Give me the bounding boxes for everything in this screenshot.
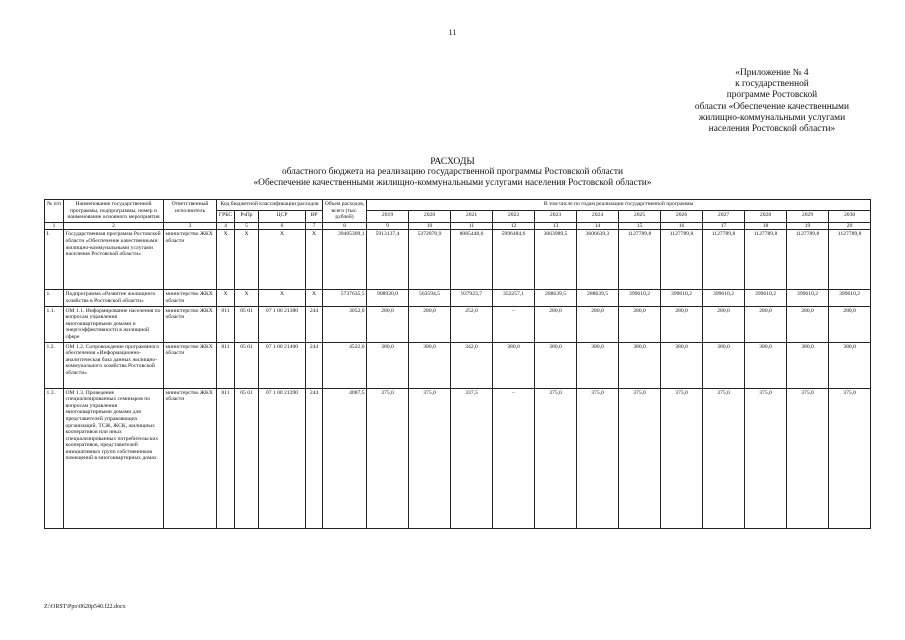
header-year: 2019 [367, 211, 409, 222]
header-executor: Ответственный исполнитель [164, 200, 217, 223]
column-number: 14 [577, 222, 619, 230]
row-total: 39405309,1 [323, 230, 367, 290]
row-year-value: 252,0 [451, 306, 493, 342]
row-year-value: 937923,7 [451, 290, 493, 306]
row-year-value: 380,0 [409, 342, 451, 388]
appendix-line: «Приложение № 4 [735, 68, 809, 78]
row-year-value: 1127789,8 [703, 230, 745, 290]
row-year-value: 380,0 [703, 342, 745, 388]
column-number: 5 [235, 222, 259, 230]
row-executor: министерство ЖКХ области [164, 290, 217, 306]
row-year-value: 1127789,8 [787, 230, 829, 290]
header-code: ВР [306, 211, 323, 222]
column-number: 4 [217, 222, 235, 230]
row-year-value: – [493, 388, 535, 528]
column-number: 13 [535, 222, 577, 230]
row-grbs: X [217, 290, 235, 306]
row-year-value: 399610,2 [829, 290, 871, 306]
row-year-value: 399610,2 [703, 290, 745, 306]
row-year-value: 280,0 [829, 306, 871, 342]
row-year-value: 380,0 [787, 342, 829, 388]
row-year-value: 375,0 [577, 388, 619, 528]
row-name: ОМ 1.3. Проведение специализированных семинаров по вопросам управления многоквартирными домами для представителей управляющих организаций, ТСЖ, ЖСК, жилищных кооперативов или иных специализированных потребительских кооперативов, представителей инициативных групп собственников помещений в многоквартирных домах [64, 388, 164, 528]
row-rzpr: X [235, 230, 259, 290]
row-year-value: 5372870,9 [409, 230, 451, 290]
page-number: 11 [448, 28, 457, 37]
row-year-value: 380,0 [367, 342, 409, 388]
row-grbs: 811 [217, 342, 235, 388]
row-vr: 244 [306, 342, 323, 388]
row-csr: X [259, 290, 306, 306]
expenses-table [44, 199, 871, 529]
header-year: 2028 [745, 211, 787, 222]
header-year: 2024 [577, 211, 619, 222]
row-year-value: 342,0 [451, 342, 493, 388]
header-name: Наименование государственной программы, подпрограммы, номер и наименование основного мероприятия [64, 200, 164, 223]
row-year-value: 288639,5 [577, 290, 619, 306]
header-code-group: Код бюджетной классификации расходов [217, 200, 323, 211]
row-csr: 07 1 00 21390 [259, 388, 306, 528]
header-code: ЦСР [259, 211, 306, 222]
column-number: 16 [661, 222, 703, 230]
row-rzpr: X [235, 290, 259, 306]
row-grbs: 811 [217, 306, 235, 342]
row-year-value: 380,0 [661, 342, 703, 388]
column-number-row [45, 222, 871, 230]
row-year-value: 375,0 [367, 388, 409, 528]
row-year-value: 280,0 [619, 306, 661, 342]
table-row [45, 230, 871, 290]
row-num: 1.3. [45, 388, 64, 528]
column-number: 7 [306, 222, 323, 230]
table-row [45, 388, 871, 528]
row-year-value: 399610,2 [661, 290, 703, 306]
row-year-value: 280,0 [703, 306, 745, 342]
row-num: I. [45, 230, 64, 290]
row-name: ОМ 1.1. Информирование населения по вопросам управления многоквартирными домами и энергоэффективности в жилищной сфере [64, 306, 164, 342]
row-grbs: X [217, 230, 235, 290]
row-name: Подпрограмма «Развитие жилищного хозяйства в Ростовской области» [64, 290, 164, 306]
row-year-value: 1127789,8 [619, 230, 661, 290]
table-row [45, 290, 871, 306]
header-years-group: В том числе по годам реализации государственной программы [367, 200, 871, 211]
row-year-value: 380,0 [535, 342, 577, 388]
row-rzpr: 05 01 [235, 342, 259, 388]
column-number: 6 [259, 222, 306, 230]
table-row [45, 306, 871, 342]
row-year-value: 280,0 [367, 306, 409, 342]
document-heading [0, 156, 905, 189]
column-number: 15 [619, 222, 661, 230]
row-year-value: 375,0 [661, 388, 703, 528]
row-total: 4087,5 [323, 388, 367, 528]
row-year-value: 399610,2 [619, 290, 661, 306]
appendix-line: жилищно-коммунальными услугами [698, 112, 846, 123]
row-year-value: 280,0 [535, 306, 577, 342]
header-row [45, 200, 871, 211]
row-year-value: 280,0 [661, 306, 703, 342]
row-csr: 07 1 00 21400 [259, 342, 306, 388]
row-year-value: 375,0 [535, 388, 577, 528]
row-year-value: 375,0 [745, 388, 787, 528]
row-year-value: 563594,5 [409, 290, 451, 306]
row-num: 1.1. [45, 306, 64, 342]
column-number: 12 [493, 222, 535, 230]
row-year-value: 5996484,6 [493, 230, 535, 290]
row-year-value: 280,0 [409, 306, 451, 342]
row-total: 4522,0 [323, 342, 367, 388]
row-year-value: 375,0 [703, 388, 745, 528]
row-executor: министерство ЖКХ области [164, 230, 217, 290]
row-rzpr: 05 01 [235, 388, 259, 528]
row-year-value: 399610,2 [745, 290, 787, 306]
row-year-value: 375,0 [787, 388, 829, 528]
row-year-value: 5913137,4 [367, 230, 409, 290]
column-number: 18 [745, 222, 787, 230]
row-executor: министерство ЖКХ области [164, 306, 217, 342]
heading-line: областного бюджета на реализацию государственной программы Ростовской области [281, 167, 624, 177]
heading-line: «Обеспечение качественными жилищно-коммунальными услугами населения Ростовской области» [253, 178, 652, 188]
row-name: Государственная программа Ростовской области «Обеспечение качественными жилищно-коммунальными услугами населения Ростовской области» [64, 230, 164, 290]
header-year: 2026 [661, 211, 703, 222]
row-year-value: 337,5 [451, 388, 493, 528]
appendix-note [695, 68, 849, 135]
row-vr: 244 [306, 306, 323, 342]
header-year: 2025 [619, 211, 661, 222]
row-num: 1. [45, 290, 64, 306]
column-number: 1 [45, 222, 64, 230]
row-year-value: 908920,0 [367, 290, 409, 306]
header-year: 2027 [703, 211, 745, 222]
row-executor: министерство ЖКХ области [164, 342, 217, 388]
row-num: 1.2. [45, 342, 64, 388]
row-csr: X [259, 230, 306, 290]
appendix-line: населения Ростовской области» [708, 124, 836, 135]
row-year-value: 280,0 [787, 306, 829, 342]
row-year-value: – [493, 306, 535, 342]
column-number: 19 [787, 222, 829, 230]
column-number: 11 [451, 222, 493, 230]
row-csr: 07 1 00 21380 [259, 306, 306, 342]
header-total: Объем расходов, всего (тыс. рублей) [323, 200, 367, 223]
appendix-line: области «Обеспечение качественными [694, 101, 849, 112]
row-year-value: 3663989,5 [535, 230, 577, 290]
column-number: 3 [164, 222, 217, 230]
column-number: 2 [64, 222, 164, 230]
row-year-value: 375,0 [409, 388, 451, 528]
row-vr: X [306, 290, 323, 306]
row-year-value: 375,0 [619, 388, 661, 528]
header-year: 2022 [493, 211, 535, 222]
column-number: 9 [367, 222, 409, 230]
row-vr: X [306, 230, 323, 290]
column-number: 17 [703, 222, 745, 230]
row-year-value: 380,0 [619, 342, 661, 388]
column-number: 10 [409, 222, 451, 230]
row-rzpr: 05 01 [235, 306, 259, 342]
appendix-line: к государственной [735, 79, 809, 90]
header-year: 2030 [829, 211, 871, 222]
row-year-value: 3606639,3 [577, 230, 619, 290]
row-year-value: 8085448,6 [451, 230, 493, 290]
row-year-value: 399610,2 [787, 290, 829, 306]
row-year-value: 280,0 [577, 306, 619, 342]
header-year: 2021 [451, 211, 493, 222]
header-year: 2020 [409, 211, 451, 222]
row-year-value: 1127789,8 [661, 230, 703, 290]
row-total: 5737635,5 [323, 290, 367, 306]
row-year-value: 380,0 [493, 342, 535, 388]
row-year-value: 1127789,8 [829, 230, 871, 290]
appendix-line: программе Ростовской [726, 90, 818, 101]
column-number: 8 [323, 222, 367, 230]
header-year: 2029 [787, 211, 829, 222]
row-year-value: 1127789,8 [745, 230, 787, 290]
header-year: 2023 [535, 211, 577, 222]
file-path-footer: Z:\ORST\Ppo\0620p540.f22.docx [44, 604, 126, 610]
header-code: ГРБС [217, 211, 235, 222]
row-year-value: 380,0 [577, 342, 619, 388]
column-number: 20 [829, 222, 871, 230]
header-num: № п/п [45, 200, 64, 223]
row-name: ОМ 1.2. Сопровождение программного обеспечения «Информационно-аналитическая база данных жилищно-коммунального хозяйства Ростовской области» [64, 342, 164, 388]
row-year-value: 380,0 [745, 342, 787, 388]
header-code: РзПр [235, 211, 259, 222]
row-executor: министерство ЖКХ области [164, 388, 217, 528]
row-year-value: 280,0 [745, 306, 787, 342]
row-grbs: 811 [217, 388, 235, 528]
row-year-value: 288639,5 [535, 290, 577, 306]
row-year-value: 375,0 [829, 388, 871, 528]
row-vr: 244 [306, 388, 323, 528]
row-year-value: 352257,1 [493, 290, 535, 306]
heading-title: РАСХОДЫ [430, 156, 475, 167]
row-year-value: 380,0 [829, 342, 871, 388]
table-row [45, 342, 871, 388]
row-total: 3052,0 [323, 306, 367, 342]
